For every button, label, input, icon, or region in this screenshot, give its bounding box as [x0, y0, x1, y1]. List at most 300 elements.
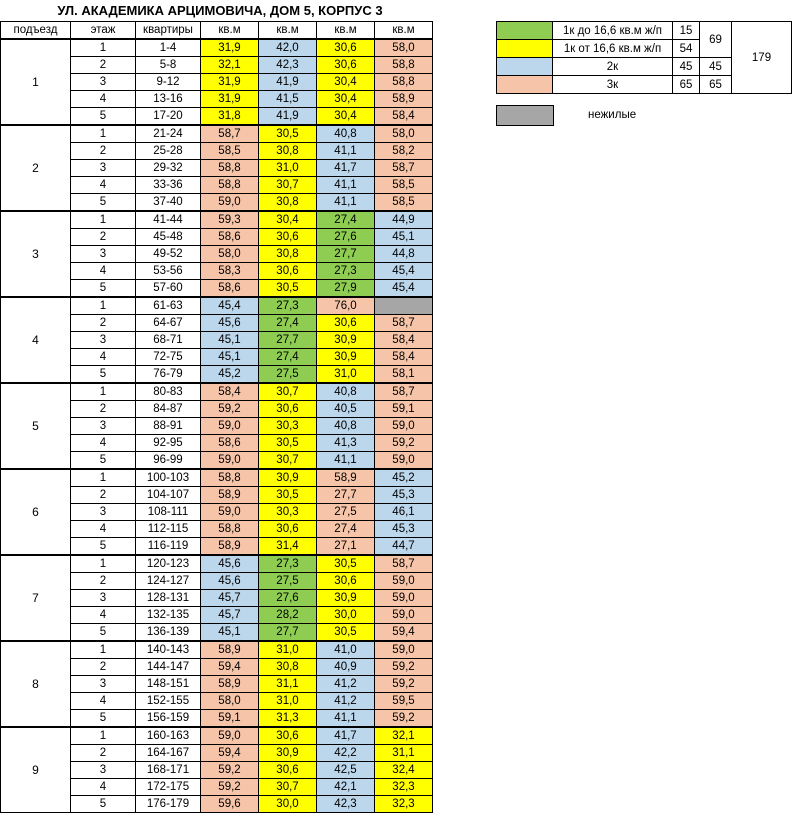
legend-count: 65 — [673, 76, 700, 94]
floor-number: 4 — [71, 349, 136, 366]
floor-number: 2 — [71, 573, 136, 590]
area-cell: 41,2 — [317, 693, 375, 710]
area-cell: 45,2 — [201, 366, 259, 384]
area-cell: 30,9 — [317, 349, 375, 366]
area-cell: 45,7 — [201, 590, 259, 607]
area-cell: 42,3 — [317, 796, 375, 813]
area-cell: 30,9 — [259, 469, 317, 487]
area-cell: 58,8 — [375, 74, 433, 91]
area-cell: 31,0 — [259, 641, 317, 659]
area-cell: 58,5 — [375, 194, 433, 212]
apartment-range: 61-63 — [136, 297, 201, 315]
floor-number: 1 — [71, 211, 136, 229]
area-cell: 30,8 — [259, 246, 317, 263]
nonresidential-cell — [375, 297, 433, 315]
area-cell: 30,7 — [259, 779, 317, 796]
area-cell: 58,4 — [201, 383, 259, 401]
area-cell: 31,4 — [259, 538, 317, 556]
area-cell: 30,0 — [259, 796, 317, 813]
area-cell: 59,6 — [201, 796, 259, 813]
legend-swatch-gray — [496, 105, 554, 126]
area-cell: 31,3 — [259, 710, 317, 728]
legend-nonresidential-label: нежилые — [588, 109, 637, 121]
legend-swatch-blue — [497, 58, 553, 76]
apartment-range: 136-139 — [136, 624, 201, 642]
area-cell: 28,2 — [259, 607, 317, 624]
apartment-range: 29-32 — [136, 160, 201, 177]
area-cell: 30,3 — [259, 504, 317, 521]
entrance-number: 3 — [1, 211, 71, 297]
area-cell: 41,9 — [259, 108, 317, 126]
area-cell: 58,4 — [375, 108, 433, 126]
area-cell: 58,7 — [375, 383, 433, 401]
area-cell: 46,1 — [375, 504, 433, 521]
apartment-range: 41-44 — [136, 211, 201, 229]
area-cell: 31,9 — [201, 74, 259, 91]
area-cell: 40,8 — [317, 418, 375, 435]
floor-number: 3 — [71, 332, 136, 349]
floor-number: 3 — [71, 762, 136, 779]
apartment-range: 21-24 — [136, 125, 201, 143]
area-cell: 45,3 — [375, 487, 433, 504]
floor-number: 5 — [71, 108, 136, 126]
apartment-range: 172-175 — [136, 779, 201, 796]
apartment-range: 108-111 — [136, 504, 201, 521]
area-cell: 41,0 — [317, 641, 375, 659]
floor-number: 5 — [71, 452, 136, 470]
area-cell: 58,0 — [201, 693, 259, 710]
area-cell: 58,7 — [375, 315, 433, 332]
area-cell: 30,5 — [259, 280, 317, 298]
floor-number: 4 — [71, 779, 136, 796]
floor-number: 5 — [71, 796, 136, 813]
area-cell: 45,6 — [201, 315, 259, 332]
area-cell: 27,5 — [259, 366, 317, 384]
entrance-number: 5 — [1, 383, 71, 469]
area-cell: 27,5 — [317, 504, 375, 521]
legend-label: 1к до 16,6 кв.м ж/п — [553, 22, 673, 40]
area-cell: 30,6 — [317, 39, 375, 57]
area-cell: 31,1 — [375, 745, 433, 762]
area-cell: 59,2 — [375, 676, 433, 693]
area-cell: 45,1 — [201, 624, 259, 642]
apartment-range: 49-52 — [136, 246, 201, 263]
legend-label: 1к от 16,6 кв.м ж/п — [553, 40, 673, 58]
area-cell: 30,6 — [259, 263, 317, 280]
area-cell: 59,0 — [201, 504, 259, 521]
area-cell: 27,7 — [259, 332, 317, 349]
floor-number: 1 — [71, 39, 136, 57]
area-cell: 41,7 — [317, 727, 375, 745]
apartment-range: 144-147 — [136, 659, 201, 676]
apartments-table — [0, 21, 433, 813]
legend-subtotal: 65 — [700, 76, 732, 94]
area-cell: 30,7 — [259, 177, 317, 194]
floor-number: 5 — [71, 366, 136, 384]
apartment-range: 64-67 — [136, 315, 201, 332]
area-cell: 30,8 — [259, 194, 317, 212]
area-cell: 27,7 — [317, 487, 375, 504]
area-cell: 30,6 — [259, 727, 317, 745]
apartment-range: 25-28 — [136, 143, 201, 160]
apartment-range: 88-91 — [136, 418, 201, 435]
entrance-number: 9 — [1, 727, 71, 813]
area-cell: 31,9 — [201, 39, 259, 57]
area-cell: 42,5 — [317, 762, 375, 779]
area-cell: 58,9 — [317, 469, 375, 487]
area-cell: 41,1 — [317, 177, 375, 194]
area-cell: 45,6 — [201, 555, 259, 573]
area-cell: 58,7 — [375, 555, 433, 573]
area-cell: 45,2 — [375, 469, 433, 487]
area-cell: 32,3 — [375, 779, 433, 796]
area-cell: 58,8 — [375, 57, 433, 74]
apartment-range: 152-155 — [136, 693, 201, 710]
area-cell: 42,0 — [259, 39, 317, 57]
area-cell: 30,5 — [317, 555, 375, 573]
area-cell: 32,3 — [375, 796, 433, 813]
area-cell: 27,3 — [259, 297, 317, 315]
area-cell: 31,1 — [259, 676, 317, 693]
area-cell: 45,4 — [375, 280, 433, 298]
area-cell: 27,4 — [317, 211, 375, 229]
area-cell: 58,0 — [201, 246, 259, 263]
area-cell: 30,6 — [317, 57, 375, 74]
area-cell: 41,1 — [317, 143, 375, 160]
area-cell: 59,0 — [375, 452, 433, 470]
area-cell: 30,5 — [259, 125, 317, 143]
area-cell: 30,6 — [259, 762, 317, 779]
apartment-range: 5-8 — [136, 57, 201, 74]
area-cell: 58,0 — [375, 39, 433, 57]
floor-number: 1 — [71, 555, 136, 573]
floor-number: 4 — [71, 91, 136, 108]
area-cell: 31,9 — [201, 91, 259, 108]
header-floor: этаж — [71, 22, 136, 40]
area-cell: 27,6 — [317, 229, 375, 246]
area-cell: 59,0 — [375, 641, 433, 659]
floor-number: 4 — [71, 693, 136, 710]
entrance-number: 2 — [1, 125, 71, 211]
area-cell: 59,0 — [375, 590, 433, 607]
area-cell: 59,0 — [201, 418, 259, 435]
area-cell: 59,1 — [375, 401, 433, 418]
apartment-range: 128-131 — [136, 590, 201, 607]
area-cell: 30,3 — [259, 418, 317, 435]
header-entrance: подъезд — [1, 22, 71, 40]
area-cell: 27,4 — [317, 521, 375, 538]
area-cell: 32,4 — [375, 762, 433, 779]
area-cell: 30,5 — [259, 435, 317, 452]
area-cell: 41,5 — [259, 91, 317, 108]
area-cell: 27,6 — [259, 590, 317, 607]
area-cell: 59,2 — [375, 710, 433, 728]
legend-table — [496, 21, 792, 94]
area-cell: 27,7 — [317, 246, 375, 263]
area-cell: 58,5 — [375, 177, 433, 194]
apartment-range: 104-107 — [136, 487, 201, 504]
apartment-range: 116-119 — [136, 538, 201, 556]
legend-one-room-total: 69 — [700, 22, 732, 58]
floor-number: 5 — [71, 280, 136, 298]
apartment-range: 96-99 — [136, 452, 201, 470]
apartment-range: 9-12 — [136, 74, 201, 91]
area-cell: 59,1 — [201, 710, 259, 728]
area-cell: 45,1 — [375, 229, 433, 246]
area-cell: 58,6 — [201, 229, 259, 246]
apartment-range: 168-171 — [136, 762, 201, 779]
area-cell: 30,5 — [317, 624, 375, 642]
area-cell: 30,6 — [259, 401, 317, 418]
header-area-2: кв.м — [259, 22, 317, 40]
area-cell: 30,7 — [259, 452, 317, 470]
area-cell: 27,3 — [259, 555, 317, 573]
floor-number: 2 — [71, 57, 136, 74]
floor-number: 2 — [71, 659, 136, 676]
table-row — [1, 211, 433, 229]
table-row — [1, 383, 433, 401]
floor-number: 4 — [71, 521, 136, 538]
floor-number: 4 — [71, 177, 136, 194]
area-cell: 58,7 — [375, 160, 433, 177]
area-cell: 27,7 — [259, 624, 317, 642]
table-row — [1, 469, 433, 487]
apartment-range: 164-167 — [136, 745, 201, 762]
legend-grand-total: 179 — [732, 22, 792, 94]
area-cell: 41,1 — [317, 452, 375, 470]
area-cell: 58,4 — [375, 332, 433, 349]
apartment-range: 156-159 — [136, 710, 201, 728]
header-area-4: кв.м — [375, 22, 433, 40]
apartment-range: 112-115 — [136, 521, 201, 538]
floor-number: 2 — [71, 401, 136, 418]
entrance-number: 1 — [1, 39, 71, 125]
apartment-range: 132-135 — [136, 607, 201, 624]
area-cell: 45,4 — [375, 263, 433, 280]
floor-number: 5 — [71, 194, 136, 212]
area-cell: 58,4 — [375, 349, 433, 366]
area-cell: 45,4 — [201, 297, 259, 315]
area-cell: 30,4 — [259, 211, 317, 229]
area-cell: 59,4 — [375, 624, 433, 642]
area-cell: 30,4 — [317, 74, 375, 91]
area-cell: 44,8 — [375, 246, 433, 263]
floor-number: 3 — [71, 74, 136, 91]
area-cell: 30,8 — [259, 143, 317, 160]
area-cell: 30,6 — [259, 229, 317, 246]
area-cell: 58,2 — [375, 143, 433, 160]
apartment-range: 80-83 — [136, 383, 201, 401]
area-cell: 40,8 — [317, 383, 375, 401]
area-cell: 58,9 — [201, 676, 259, 693]
floor-number: 1 — [71, 125, 136, 143]
apartment-range: 13-16 — [136, 91, 201, 108]
apartment-range: 1-4 — [136, 39, 201, 57]
page-title: УЛ. АКАДЕМИКА АРЦИМОВИЧА, ДОМ 5, КОРПУС 3 — [57, 3, 383, 18]
table-row — [1, 297, 433, 315]
floor-number: 2 — [71, 315, 136, 332]
apartment-range: 76-79 — [136, 366, 201, 384]
apartment-range: 84-87 — [136, 401, 201, 418]
area-cell: 59,2 — [375, 435, 433, 452]
area-cell: 27,3 — [317, 263, 375, 280]
floor-number: 1 — [71, 297, 136, 315]
floor-number: 3 — [71, 160, 136, 177]
area-cell: 30,0 — [317, 607, 375, 624]
area-cell: 41,1 — [317, 194, 375, 212]
area-cell: 27,5 — [259, 573, 317, 590]
area-cell: 58,8 — [201, 160, 259, 177]
area-cell: 42,1 — [317, 779, 375, 796]
area-cell: 59,4 — [201, 745, 259, 762]
table-row — [1, 555, 433, 573]
apartment-range: 68-71 — [136, 332, 201, 349]
area-cell: 42,2 — [317, 745, 375, 762]
floor-number: 3 — [71, 246, 136, 263]
apartment-range: 17-20 — [136, 108, 201, 126]
area-cell: 30,9 — [317, 590, 375, 607]
area-cell: 59,2 — [201, 779, 259, 796]
area-cell: 58,9 — [201, 538, 259, 556]
floor-number: 2 — [71, 487, 136, 504]
floor-number: 4 — [71, 607, 136, 624]
legend-swatch-orange — [497, 76, 553, 94]
area-cell: 40,9 — [317, 659, 375, 676]
apartment-range: 120-123 — [136, 555, 201, 573]
area-cell: 58,1 — [375, 366, 433, 384]
entrance-number: 4 — [1, 297, 71, 383]
area-cell: 41,7 — [317, 160, 375, 177]
area-cell: 31,0 — [317, 366, 375, 384]
apartment-range: 140-143 — [136, 641, 201, 659]
area-cell: 41,1 — [317, 710, 375, 728]
header-apartments: квартиры — [136, 22, 201, 40]
floor-number: 4 — [71, 435, 136, 452]
legend-row-1k-small — [497, 22, 792, 40]
apartment-range: 33-36 — [136, 177, 201, 194]
area-cell: 30,8 — [259, 659, 317, 676]
area-cell: 59,0 — [201, 452, 259, 470]
area-cell: 59,5 — [375, 693, 433, 710]
apartment-range: 176-179 — [136, 796, 201, 813]
table-row — [1, 641, 433, 659]
area-cell: 58,3 — [201, 263, 259, 280]
area-cell: 27,1 — [317, 538, 375, 556]
area-cell: 30,9 — [259, 745, 317, 762]
area-cell: 59,3 — [201, 211, 259, 229]
floor-number: 5 — [71, 538, 136, 556]
area-cell: 42,3 — [259, 57, 317, 74]
area-cell: 59,0 — [201, 194, 259, 212]
area-cell: 45,3 — [375, 521, 433, 538]
area-cell: 59,0 — [375, 573, 433, 590]
table-row — [1, 125, 433, 143]
area-cell: 58,8 — [201, 521, 259, 538]
area-cell: 58,9 — [201, 487, 259, 504]
area-cell: 41,9 — [259, 74, 317, 91]
area-cell: 30,7 — [259, 383, 317, 401]
entrance-number: 8 — [1, 641, 71, 727]
area-cell: 76,0 — [317, 297, 375, 315]
area-cell: 45,6 — [201, 573, 259, 590]
floor-number: 5 — [71, 710, 136, 728]
area-cell: 45,1 — [201, 332, 259, 349]
legend-label: 3к — [553, 76, 673, 94]
area-cell: 58,6 — [201, 435, 259, 452]
header-area-1: кв.м — [201, 22, 259, 40]
area-cell: 30,4 — [317, 108, 375, 126]
area-cell: 58,9 — [201, 641, 259, 659]
area-cell: 59,0 — [375, 607, 433, 624]
area-cell: 27,9 — [317, 280, 375, 298]
area-cell: 30,6 — [259, 521, 317, 538]
floor-number: 1 — [71, 727, 136, 745]
area-cell: 58,5 — [201, 143, 259, 160]
area-cell: 58,6 — [201, 280, 259, 298]
floor-number: 1 — [71, 641, 136, 659]
legend-swatch-green — [497, 22, 553, 40]
apartment-range: 148-151 — [136, 676, 201, 693]
area-cell: 27,4 — [259, 349, 317, 366]
area-cell: 59,2 — [375, 659, 433, 676]
area-cell: 45,7 — [201, 607, 259, 624]
apartment-range: 100-103 — [136, 469, 201, 487]
legend-count: 45 — [673, 58, 700, 76]
floor-number: 3 — [71, 676, 136, 693]
area-cell: 31,0 — [259, 693, 317, 710]
table-row — [1, 39, 433, 57]
area-cell: 31,0 — [259, 160, 317, 177]
apartment-range: 160-163 — [136, 727, 201, 745]
area-cell: 58,9 — [375, 91, 433, 108]
apartment-range: 37-40 — [136, 194, 201, 212]
legend-swatch-yellow — [497, 40, 553, 58]
area-cell: 45,1 — [201, 349, 259, 366]
area-cell: 58,7 — [201, 125, 259, 143]
area-cell: 59,0 — [201, 727, 259, 745]
apartment-range: 53-56 — [136, 263, 201, 280]
floor-number: 5 — [71, 624, 136, 642]
area-cell: 40,8 — [317, 125, 375, 143]
area-cell: 59,2 — [201, 762, 259, 779]
area-cell: 58,0 — [375, 125, 433, 143]
entrance-number: 7 — [1, 555, 71, 641]
floor-number: 4 — [71, 263, 136, 280]
floor-number: 2 — [71, 745, 136, 762]
table-row — [1, 727, 433, 745]
area-cell: 30,4 — [317, 91, 375, 108]
legend-count: 15 — [673, 22, 700, 40]
header-area-3: кв.м — [317, 22, 375, 40]
apartment-range: 45-48 — [136, 229, 201, 246]
area-cell: 58,8 — [201, 469, 259, 487]
legend-count: 54 — [673, 40, 700, 58]
area-cell: 59,0 — [375, 418, 433, 435]
entrance-number: 6 — [1, 469, 71, 555]
area-cell: 44,9 — [375, 211, 433, 229]
floor-number: 2 — [71, 229, 136, 246]
floor-number: 2 — [71, 143, 136, 160]
floor-number: 1 — [71, 383, 136, 401]
area-cell: 41,2 — [317, 676, 375, 693]
area-cell: 41,3 — [317, 435, 375, 452]
apartment-range: 92-95 — [136, 435, 201, 452]
area-cell: 44,7 — [375, 538, 433, 556]
floor-number: 3 — [71, 418, 136, 435]
area-cell: 58,8 — [201, 177, 259, 194]
apartment-range: 72-75 — [136, 349, 201, 366]
legend-label: 2к — [553, 58, 673, 76]
